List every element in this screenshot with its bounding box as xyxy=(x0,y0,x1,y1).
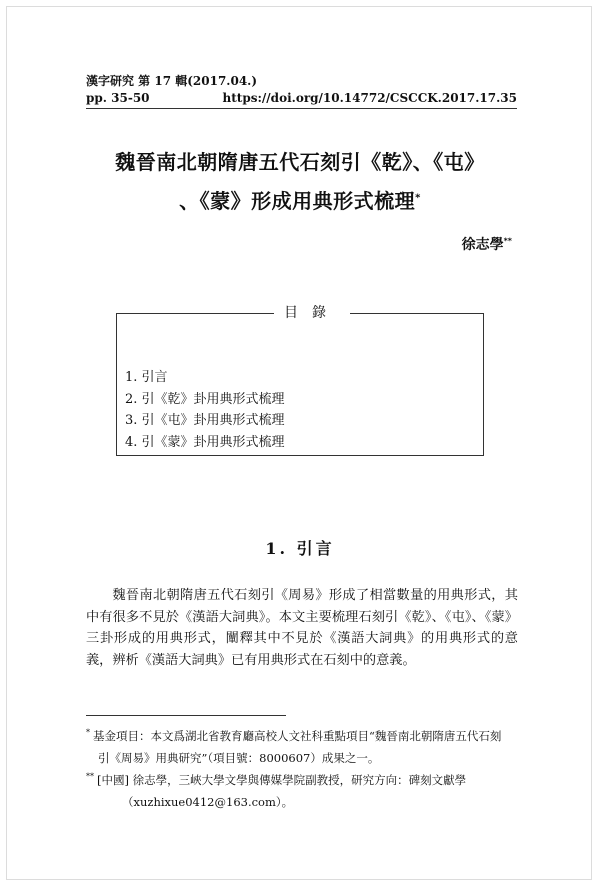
doi-link[interactable]: https://doi.org/10.14772/CSCCK.2017.17.35 xyxy=(222,91,517,105)
footnote-2-mark: ** xyxy=(86,772,94,781)
paper-title-line-2-text: 、《蒙》形成用典形式梳理 xyxy=(179,189,416,213)
footnote-2-line-1 xyxy=(86,766,518,791)
body-paragraph: 魏晉南北朝隋唐五代石刻引《周易》形成了相當數量的用典形式，其中有很多不見於《漢語大詞典》。本文主要梳理石刻引《乾》、《屯》、《蒙》三卦形成的用典形式，闡釋其中不見於《漢語大詞典》的用典形式的意義，辨析《漢語大詞典》已有用典形式在石刻中的意義。 xyxy=(86,588,518,668)
author-name: 徐志學 xyxy=(461,237,504,253)
footnote-2 xyxy=(86,766,518,813)
journal-info: 漢字研究 第 17 輯(2017.04.) xyxy=(86,74,258,88)
paper-title-line-1: 魏晉南北朝隋唐五代石刻引《乾》、《屯》 xyxy=(115,150,485,174)
footnote-1-text-1: 基金項目：本文爲湖北省教育廳高校人文社科重點項目“魏晉南北朝隋唐五代石刻 xyxy=(93,728,502,743)
footnote-2-email[interactable]: （xuzhixue0412@163.com）。 xyxy=(122,794,294,809)
toc-list xyxy=(125,367,285,453)
toc-item[interactable]: 1. 引言 xyxy=(125,370,168,385)
toc-item[interactable]: 4. 引《蒙》卦用典形式梳理 xyxy=(125,434,285,450)
footnote-rule xyxy=(86,715,286,716)
toc-item[interactable]: 2. 引《乾》卦用典形式梳理 xyxy=(125,391,285,407)
toc-item[interactable]: 3. 引《屯》卦用典形式梳理 xyxy=(125,413,285,428)
footnote-1-mark: * xyxy=(86,728,90,737)
toc-heading: 目錄 xyxy=(274,302,350,322)
author-footnote-mark[interactable]: ** xyxy=(503,236,512,246)
footnote-1 xyxy=(86,722,518,769)
section-heading-introduction: 1. 引言 xyxy=(265,539,335,558)
paper-title-line-2 xyxy=(70,185,530,214)
footnote-1-line-2: 引《周易》用典研究”（項目號：8000607）成果之一。 xyxy=(98,750,380,765)
page-range: pp. 35-50 xyxy=(86,91,150,105)
footnote-1-line-1 xyxy=(86,722,518,747)
title-footnote-mark[interactable]: * xyxy=(415,192,421,204)
footnote-2-text-1: [中國] 徐志學，三峽大學文學與傳媒學院副教授，研究方向：碑刻文獻學 xyxy=(97,772,467,787)
header-rule xyxy=(86,108,517,109)
author xyxy=(462,234,512,254)
